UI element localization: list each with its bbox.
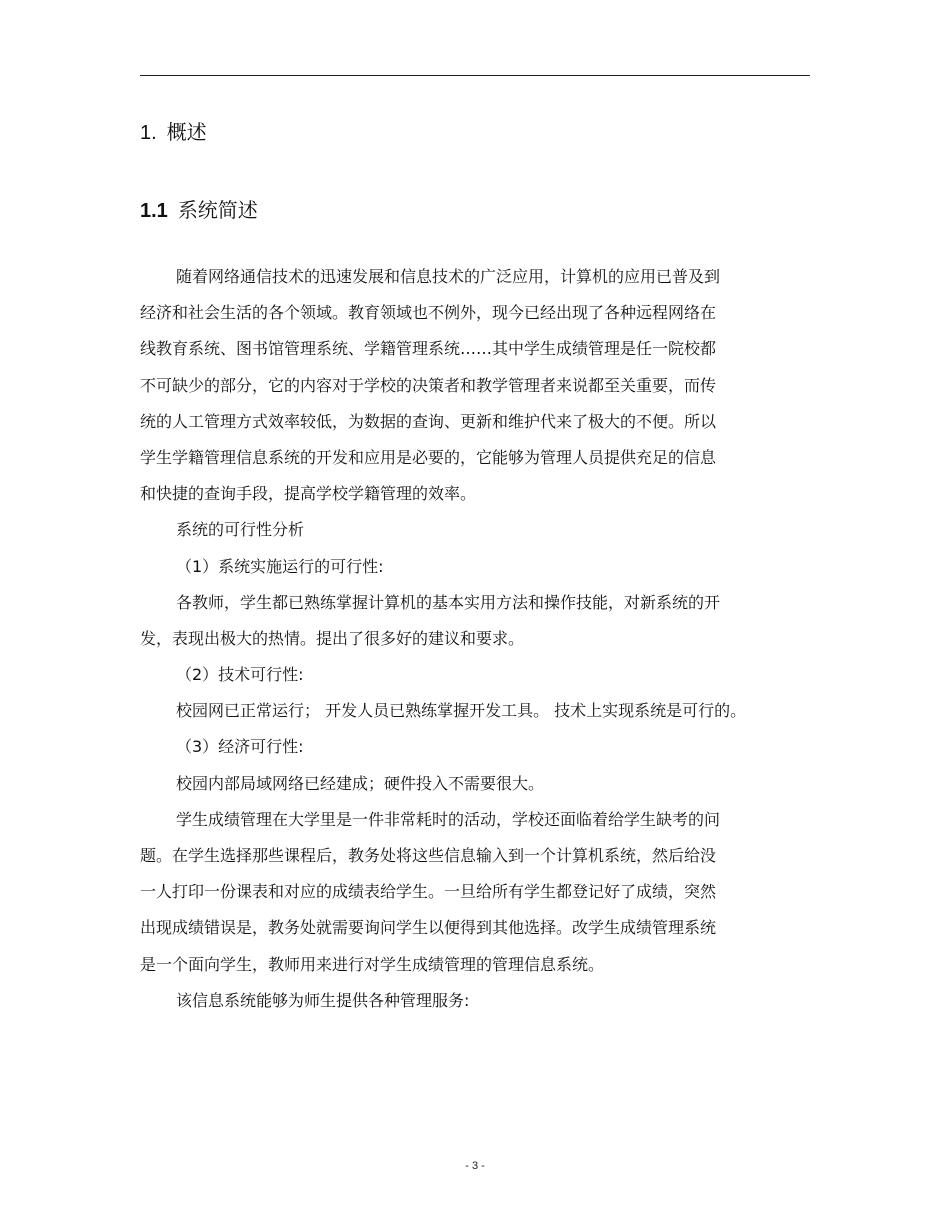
text-line: 学生成绩管理在大学里是一件非常耗时的活动，学校还面临着给学生缺考的问	[176, 809, 721, 829]
text-line: 校园内部局域网络已经建成；硬件投入不需要很大。	[176, 773, 545, 793]
text-line: 学生学籍管理信息系统的开发和应用是必要的，它能够为管理人员提供充足的信息	[140, 447, 717, 467]
text-line: 和快捷的查询手段，提高学校学籍管理的效率。	[140, 484, 477, 504]
text-line: 经济和社会生活的各个领域。教育领域也不例外，现今已经出现了各种远程网络在	[140, 303, 717, 323]
text-line: 各教师，学生都已熟练掌握计算机的基本实用方法和操作技能，对新系统的开	[176, 592, 721, 612]
text-line: 校园网已正常运行； 开发人员已熟练掌握开发工具。 技术上实现系统是可行的。	[176, 701, 747, 721]
text-line: 出现成绩错误是，教务处就需要询问学生以便得到其他选择。改学生成绩管理系统	[140, 918, 717, 938]
subsection-number: 1.1	[140, 200, 168, 222]
header-rule	[140, 75, 810, 76]
text-line: （1）系统实施运行的可行性:	[176, 556, 384, 576]
text-line: 发，表现出极大的热情。提出了很多好的建议和要求。	[140, 628, 525, 648]
section-heading	[140, 117, 207, 148]
text-line: 线教育系统、图书馆管理系统、学籍管理系统……其中学生成绩管理是任一院校都	[140, 339, 717, 359]
text-line: 系统的可行性分析	[176, 520, 305, 540]
text-line: 是一个面向学生，教师用来进行对学生成绩管理的管理信息系统。	[140, 954, 605, 974]
text-line: 统的人工管理方式效率较低，为数据的查询、更新和维护代来了极大的不便。所以	[140, 411, 717, 431]
text-line: 题。在学生选择那些课程后，教务处将这些信息输入到一个计算机系统，然后给没	[140, 846, 717, 865]
text-line: 不可缺少的部分，它的内容对于学校的决策者和教学管理者来说都至关重要，而传	[140, 375, 717, 395]
text-line: 一人打印一份课表和对应的成绩表给学生。一旦给所有学生都登记好了成绩，突然	[140, 882, 717, 902]
text-line: （2）技术可行性:	[176, 665, 304, 685]
subsection-title: 系统简述	[177, 198, 258, 222]
section-number: 1.	[140, 122, 157, 144]
body-text	[140, 262, 820, 1022]
page-number: - 3 -	[465, 1160, 485, 1172]
subsection-heading	[140, 195, 258, 226]
section-title: 概述	[166, 120, 207, 144]
text-line: 该信息系统能够为师生提供各种管理服务:	[176, 990, 470, 1010]
text-line: 随着网络通信技术的迅速发展和信息技术的广泛应用，计算机的应用已普及到	[176, 267, 721, 286]
text-line: （3）经济可行性:	[176, 737, 304, 757]
